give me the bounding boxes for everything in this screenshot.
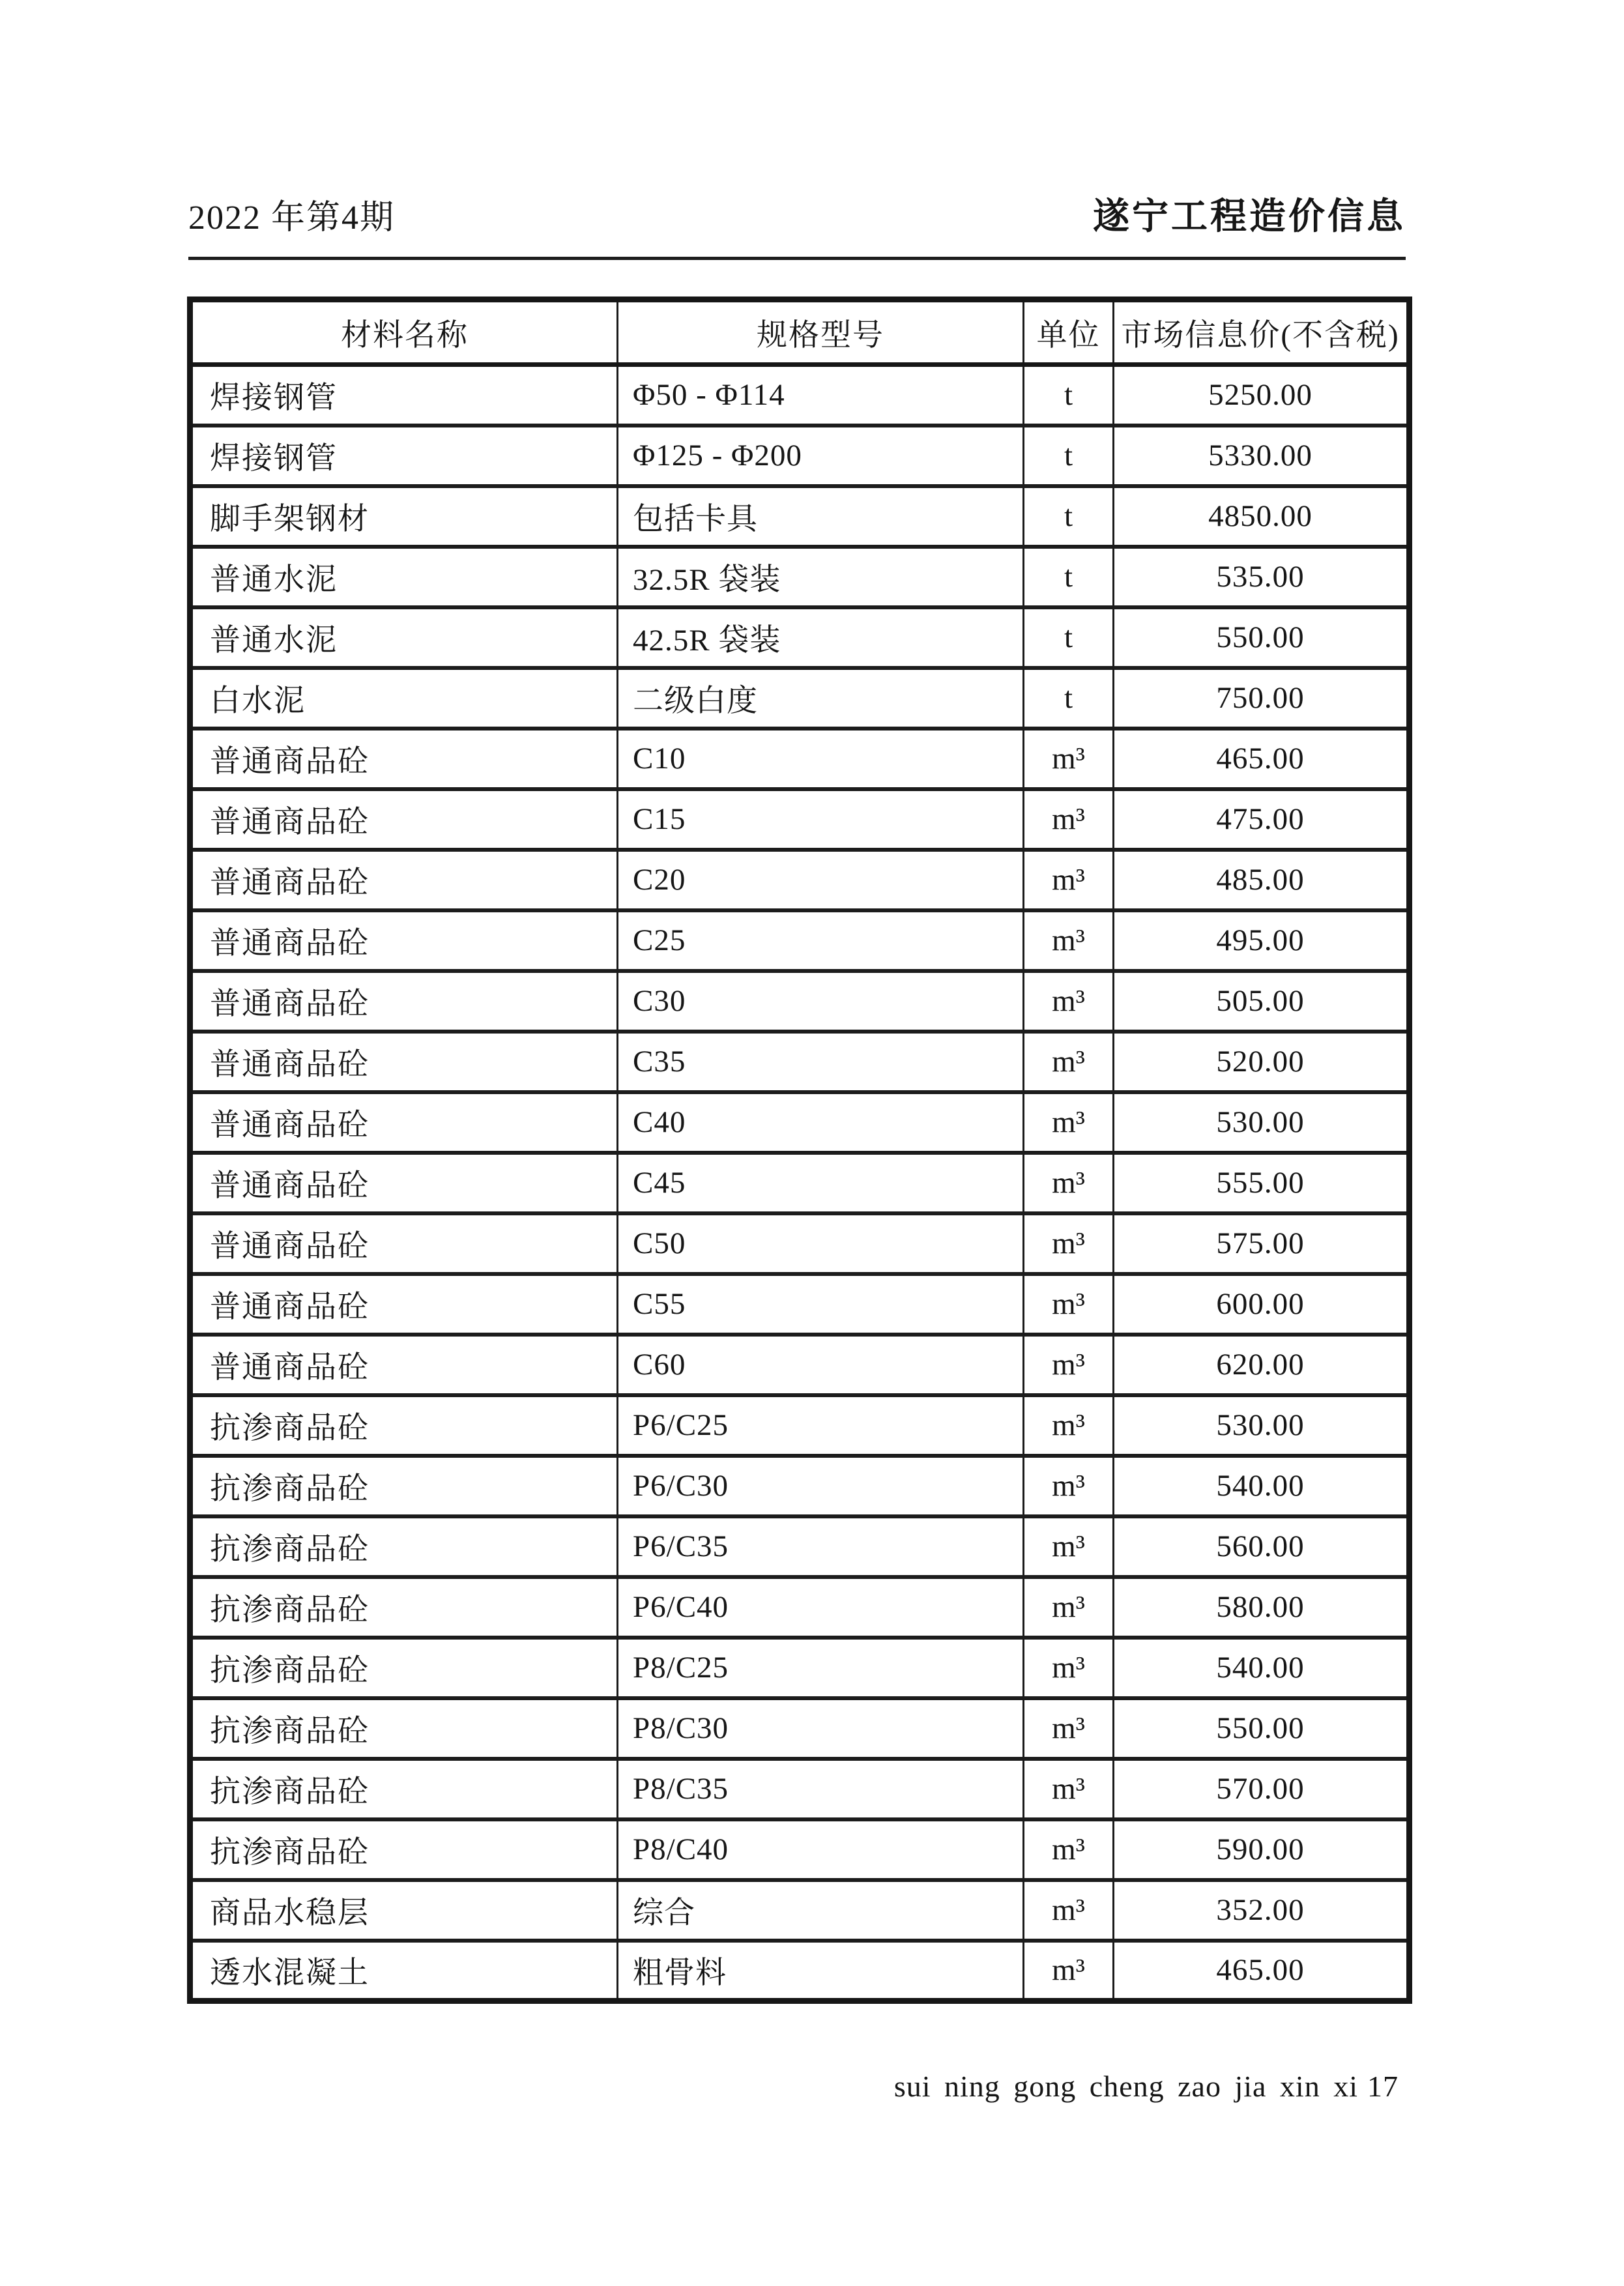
unit-cell: m³ — [1024, 1819, 1114, 1880]
material-name-cell: 抗渗商品砼 — [190, 1395, 618, 1456]
price-cell: 590.00 — [1114, 1819, 1410, 1880]
price-cell: 465.00 — [1114, 1941, 1410, 2001]
material-name-header: 材料名称 — [190, 300, 618, 365]
spec-model-header: 规格型号 — [618, 300, 1024, 365]
spec-model-cell: Φ125 - Φ200 — [618, 426, 1024, 486]
spec-model-cell: P8/C25 — [618, 1638, 1024, 1698]
table-row — [190, 1335, 1410, 1395]
unit-cell: m³ — [1024, 789, 1114, 850]
table-row — [190, 486, 1410, 547]
spec-model-cell: 二级白度 — [618, 668, 1024, 729]
spec-model-cell: 综合 — [618, 1880, 1024, 1941]
material-name-cell: 普通商品砼 — [190, 1032, 618, 1092]
unit-cell: m³ — [1024, 1698, 1114, 1759]
price-cell: 5250.00 — [1114, 365, 1410, 426]
unit-cell: m³ — [1024, 1759, 1114, 1819]
unit-cell: m³ — [1024, 1153, 1114, 1213]
material-name-cell: 普通商品砼 — [190, 971, 618, 1032]
spec-model-cell: 32.5R 袋装 — [618, 547, 1024, 607]
spec-model-cell: C60 — [618, 1335, 1024, 1395]
price-cell: 530.00 — [1114, 1395, 1410, 1456]
market-price-header: 市场信息价(不含税) — [1114, 300, 1410, 365]
price-cell: 4850.00 — [1114, 486, 1410, 547]
spec-model-cell: C35 — [618, 1032, 1024, 1092]
table-row — [190, 789, 1410, 850]
table-row — [190, 365, 1410, 426]
unit-cell: m³ — [1024, 1395, 1114, 1456]
unit-cell: m³ — [1024, 1092, 1114, 1153]
spec-model-cell: Φ50 - Φ114 — [618, 365, 1024, 426]
table-row — [190, 1941, 1410, 2001]
table-row — [190, 1698, 1410, 1759]
material-name-cell: 透水混凝土 — [190, 1941, 618, 2001]
footer-pinyin: sui ning gong cheng zao jia xin xi — [893, 2070, 1358, 2103]
unit-cell: t — [1024, 607, 1114, 668]
price-cell: 495.00 — [1114, 910, 1410, 971]
unit-cell: m³ — [1024, 1274, 1114, 1335]
table-row — [190, 971, 1410, 1032]
unit-cell: m³ — [1024, 1638, 1114, 1698]
material-name-cell: 普通商品砼 — [190, 789, 618, 850]
material-name-cell: 普通商品砼 — [190, 1092, 618, 1153]
price-cell: 550.00 — [1114, 1698, 1410, 1759]
table-row — [190, 1213, 1410, 1274]
material-name-cell: 抗渗商品砼 — [190, 1577, 618, 1638]
table-header-row — [190, 300, 1410, 365]
spec-model-cell: C10 — [618, 729, 1024, 789]
material-name-cell: 商品水稳层 — [190, 1880, 618, 1941]
price-cell: 540.00 — [1114, 1456, 1410, 1516]
spec-model-cell: 42.5R 袋装 — [618, 607, 1024, 668]
price-cell: 535.00 — [1114, 547, 1410, 607]
material-name-cell: 普通商品砼 — [190, 850, 618, 910]
price-cell: 555.00 — [1114, 1153, 1410, 1213]
price-cell: 540.00 — [1114, 1638, 1410, 1698]
material-name-cell: 白水泥 — [190, 668, 618, 729]
spec-model-cell: P6/C35 — [618, 1516, 1024, 1577]
spec-model-cell: 粗骨料 — [618, 1941, 1024, 2001]
table-row — [190, 1092, 1410, 1153]
material-name-cell: 抗渗商品砼 — [190, 1516, 618, 1577]
material-name-cell: 抗渗商品砼 — [190, 1759, 618, 1819]
table-row — [190, 729, 1410, 789]
table-row — [190, 1759, 1410, 1819]
table-row — [190, 1577, 1410, 1638]
price-cell: 560.00 — [1114, 1516, 1410, 1577]
running-head — [188, 188, 1406, 260]
price-cell: 475.00 — [1114, 789, 1410, 850]
page-footer — [894, 2069, 1399, 2104]
price-cell: 520.00 — [1114, 1032, 1410, 1092]
table-row — [190, 1032, 1410, 1092]
table-row — [190, 607, 1410, 668]
price-cell: 530.00 — [1114, 1092, 1410, 1153]
spec-model-cell: P8/C30 — [618, 1698, 1024, 1759]
spec-model-cell: P6/C30 — [618, 1456, 1024, 1516]
material-name-cell: 焊接钢管 — [190, 426, 618, 486]
unit-cell: t — [1024, 426, 1114, 486]
table-row — [190, 1638, 1410, 1698]
spec-model-cell: P8/C40 — [618, 1819, 1024, 1880]
table-row — [190, 850, 1410, 910]
spec-model-cell: P8/C35 — [618, 1759, 1024, 1819]
price-cell: 575.00 — [1114, 1213, 1410, 1274]
price-cell: 505.00 — [1114, 971, 1410, 1032]
spec-model-cell: P6/C25 — [618, 1395, 1024, 1456]
material-name-cell: 脚手架钢材 — [190, 486, 618, 547]
price-cell: 750.00 — [1114, 668, 1410, 729]
spec-model-cell: P6/C40 — [618, 1577, 1024, 1638]
unit-cell: m³ — [1024, 1456, 1114, 1516]
spec-model-cell: C45 — [618, 1153, 1024, 1213]
price-cell: 352.00 — [1114, 1880, 1410, 1941]
unit-cell: m³ — [1024, 1516, 1114, 1577]
material-name-cell: 普通水泥 — [190, 607, 618, 668]
material-name-cell: 普通商品砼 — [190, 910, 618, 971]
table-row — [190, 1456, 1410, 1516]
price-cell: 580.00 — [1114, 1577, 1410, 1638]
price-cell: 465.00 — [1114, 729, 1410, 789]
unit-cell: m³ — [1024, 1335, 1114, 1395]
journal-title: 遂宁工程造价信息 — [1093, 197, 1406, 237]
price-cell: 600.00 — [1114, 1274, 1410, 1335]
table-row — [190, 426, 1410, 486]
issue-label: 2022 年第4期 — [188, 199, 396, 237]
material-price-table — [187, 297, 1412, 2004]
material-name-cell: 焊接钢管 — [190, 365, 618, 426]
spec-model-cell: 包括卡具 — [618, 486, 1024, 547]
material-name-cell: 抗渗商品砼 — [190, 1638, 618, 1698]
footer-page-number: 17 — [1367, 2070, 1399, 2103]
spec-model-cell: C25 — [618, 910, 1024, 971]
spec-model-cell: C15 — [618, 789, 1024, 850]
table-body — [190, 365, 1410, 2001]
unit-cell: m³ — [1024, 1880, 1114, 1941]
material-name-cell: 抗渗商品砼 — [190, 1819, 618, 1880]
unit-cell: t — [1024, 547, 1114, 607]
unit-header: 单位 — [1024, 300, 1114, 365]
material-name-cell: 抗渗商品砼 — [190, 1456, 618, 1516]
table-row — [190, 547, 1410, 607]
unit-cell: m³ — [1024, 1032, 1114, 1092]
material-name-cell: 普通商品砼 — [190, 1153, 618, 1213]
unit-cell: m³ — [1024, 1941, 1114, 2001]
table-row — [190, 1880, 1410, 1941]
table-row — [190, 910, 1410, 971]
spec-model-cell: C30 — [618, 971, 1024, 1032]
material-name-cell: 普通商品砼 — [190, 1213, 618, 1274]
material-name-cell: 普通商品砼 — [190, 1335, 618, 1395]
table-row — [190, 1395, 1410, 1456]
unit-cell: t — [1024, 668, 1114, 729]
price-cell: 550.00 — [1114, 607, 1410, 668]
table-row — [190, 1819, 1410, 1880]
spec-model-cell: C50 — [618, 1213, 1024, 1274]
table-row — [190, 668, 1410, 729]
unit-cell: m³ — [1024, 1213, 1114, 1274]
unit-cell: m³ — [1024, 1577, 1114, 1638]
table-row — [190, 1516, 1410, 1577]
material-name-cell: 普通商品砼 — [190, 729, 618, 789]
price-cell: 570.00 — [1114, 1759, 1410, 1819]
unit-cell: m³ — [1024, 850, 1114, 910]
price-cell: 620.00 — [1114, 1335, 1410, 1395]
unit-cell: m³ — [1024, 971, 1114, 1032]
price-cell: 485.00 — [1114, 850, 1410, 910]
material-name-cell: 抗渗商品砼 — [190, 1698, 618, 1759]
spec-model-cell: C55 — [618, 1274, 1024, 1335]
material-name-cell: 普通水泥 — [190, 547, 618, 607]
spec-model-cell: C40 — [618, 1092, 1024, 1153]
unit-cell: m³ — [1024, 910, 1114, 971]
unit-cell: t — [1024, 486, 1114, 547]
price-cell: 5330.00 — [1114, 426, 1410, 486]
material-name-cell: 普通商品砼 — [190, 1274, 618, 1335]
table-row — [190, 1153, 1410, 1213]
table-row — [190, 1274, 1410, 1335]
spec-model-cell: C20 — [618, 850, 1024, 910]
unit-cell: t — [1024, 365, 1114, 426]
unit-cell: m³ — [1024, 729, 1114, 789]
